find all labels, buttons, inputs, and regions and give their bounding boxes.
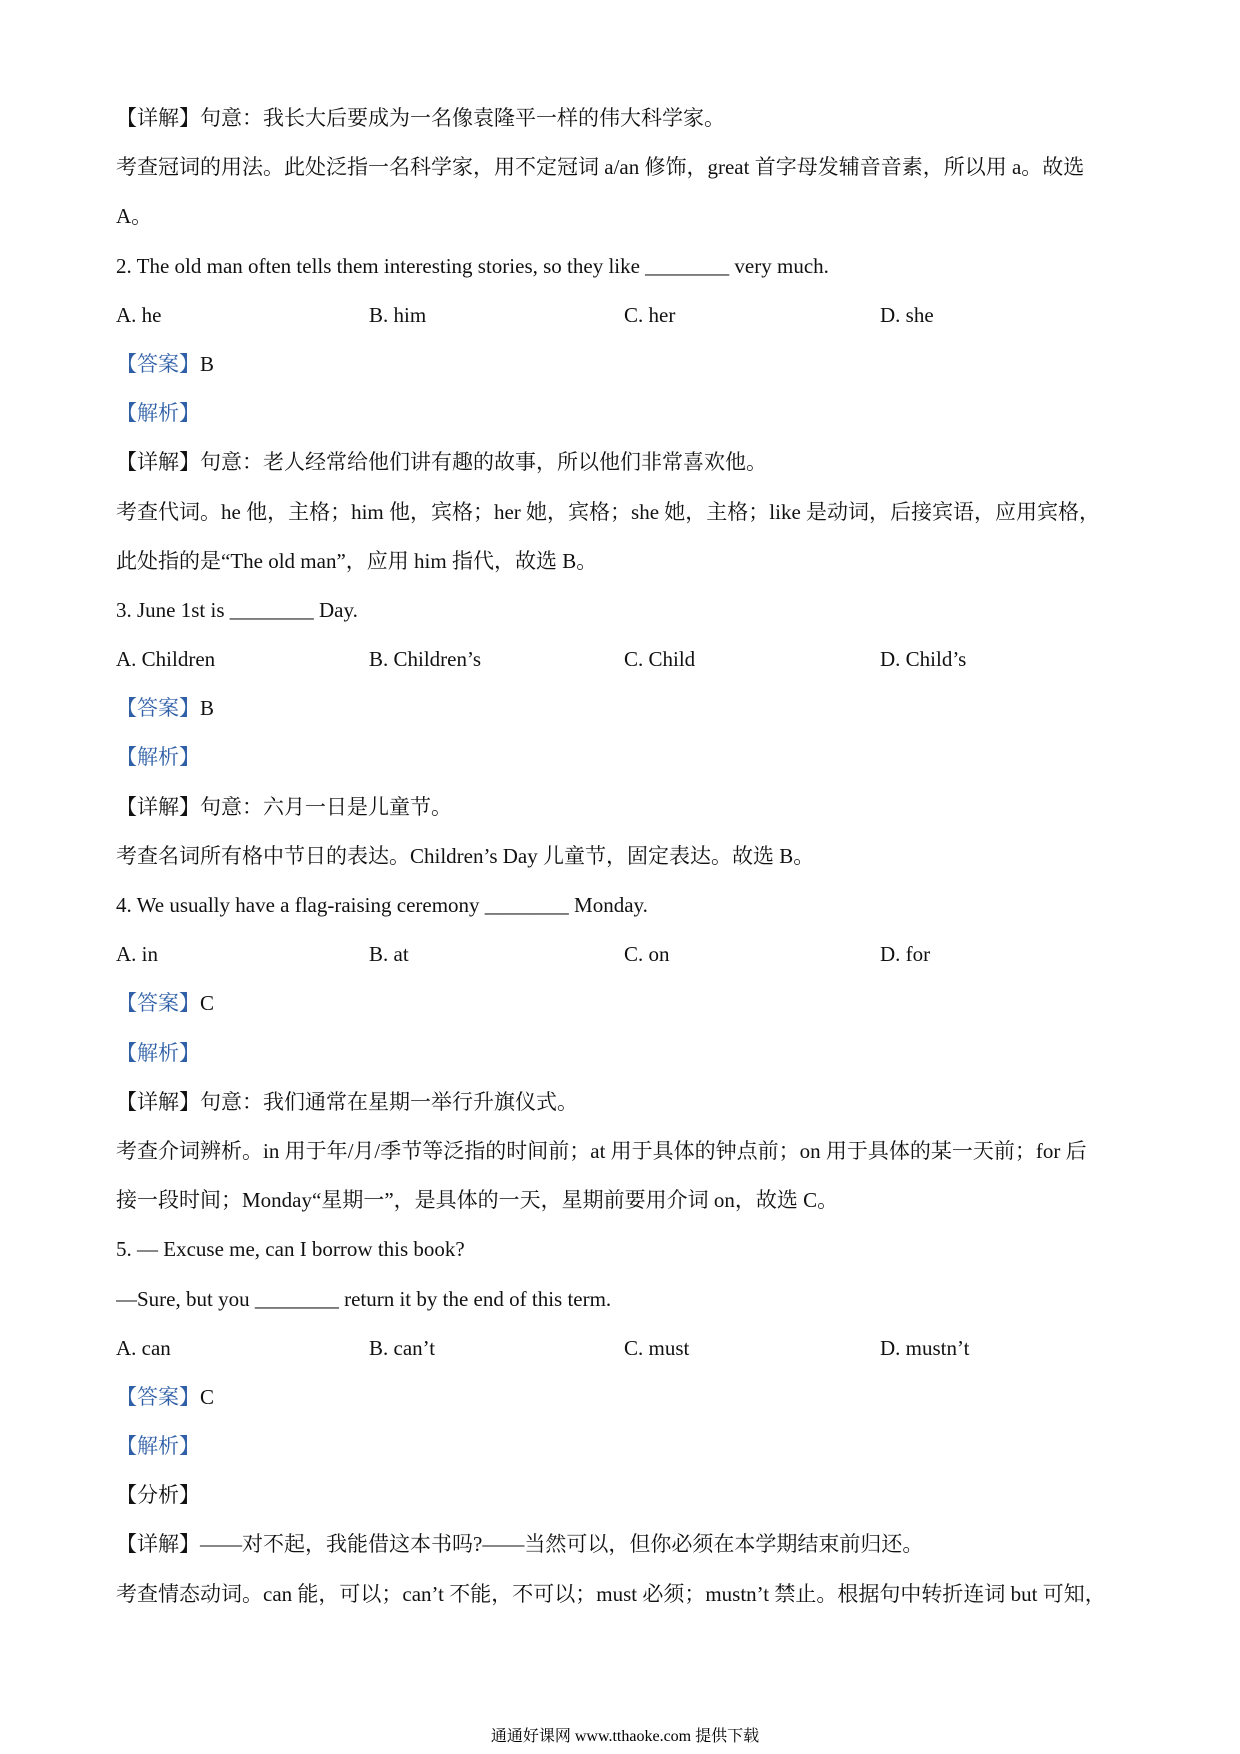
document-body bbox=[116, 94, 1206, 1619]
explanation-line: 考查介词辨析。in 用于年/月/季节等泛指的时间前；at 用于具体的钟点前；on 用于具体的某一天前；for 后 bbox=[116, 1138, 1087, 1163]
detail-label: 【详解】 bbox=[116, 1532, 200, 1557]
explanation-line: 考查名词所有格中节日的表达。Children’s Day 儿童节，固定表达。故选 B。 bbox=[116, 843, 815, 868]
options-row bbox=[116, 291, 1206, 340]
answer-value: C bbox=[200, 991, 215, 1016]
answer-value: B bbox=[200, 351, 215, 376]
detail-line bbox=[116, 783, 1206, 832]
detail-line bbox=[116, 94, 1206, 143]
answer-value: B bbox=[200, 696, 215, 721]
detail-line bbox=[116, 1078, 1206, 1127]
analysis-label: 【解析】 bbox=[116, 745, 200, 770]
analysis-label: 【解析】 bbox=[116, 1040, 200, 1065]
page-footer: 通通好课网 www.tthaoke.com 提供下载 bbox=[490, 1728, 760, 1745]
answer-line bbox=[116, 340, 1206, 389]
option-a: A. Children bbox=[116, 647, 216, 672]
detail-line bbox=[116, 438, 1206, 487]
option-b: B. him bbox=[369, 302, 427, 327]
question-stem: 4. We usually have a flag-raising ceremony ________ Monday. bbox=[116, 893, 648, 917]
detail-text: ——对不起，我能借这本书吗?——当然可以，但你必须在本学期结束前归还。 bbox=[200, 1532, 924, 1557]
fenxi-line bbox=[116, 1471, 1206, 1520]
answer-label: 【答案】 bbox=[116, 351, 200, 376]
detail-label: 【详解】 bbox=[116, 106, 200, 130]
answer-line bbox=[116, 979, 1206, 1028]
option-d: D. for bbox=[880, 942, 931, 967]
option-d: D. mustn’t bbox=[880, 1335, 970, 1360]
question-stem: 2. The old man often tells them interesting stories, so they like ________ very much. bbox=[116, 253, 829, 278]
option-d: D. Child’s bbox=[880, 647, 967, 672]
option-c: C. her bbox=[624, 302, 676, 327]
analysis-label: 【解析】 bbox=[116, 401, 200, 426]
detail-text: 句意：老人经常给他们讲有趣的故事，所以他们非常喜欢他。 bbox=[200, 450, 767, 475]
answer-line bbox=[116, 1373, 1206, 1422]
option-a: A. he bbox=[116, 302, 162, 327]
option-c: C. on bbox=[624, 942, 670, 967]
option-a: A. can bbox=[116, 1335, 171, 1360]
analysis-line bbox=[116, 389, 1206, 438]
analysis-line bbox=[116, 1029, 1206, 1078]
explanation-line: 此处指的是“The old man”，应用 him 指代，故选 B。 bbox=[116, 548, 598, 573]
detail-line bbox=[116, 1520, 1206, 1569]
answer-label: 【答案】 bbox=[116, 696, 200, 721]
detail-label: 【详解】 bbox=[116, 1089, 200, 1114]
analysis-label: 【解析】 bbox=[116, 1434, 200, 1459]
answer-value: C bbox=[200, 1384, 215, 1409]
options-row bbox=[116, 930, 1206, 979]
options-row bbox=[116, 1324, 1206, 1373]
detail-text: 句意：六月一日是儿童节。 bbox=[200, 794, 452, 819]
option-c: C. must bbox=[624, 1335, 690, 1360]
explanation-line: 考查情态动词。can 能，可以；can’t 不能，不可以；must 必须；mustn’t 禁止。根据句中转折连词 but 可知， bbox=[116, 1581, 1106, 1606]
option-a: A. in bbox=[116, 942, 158, 967]
answer-label: 【答案】 bbox=[116, 1384, 200, 1409]
option-b: B. Children’s bbox=[369, 647, 482, 672]
analysis-line bbox=[116, 733, 1206, 782]
question-stem: 3. June 1st is ________ Day. bbox=[116, 597, 358, 622]
answer-label: 【答案】 bbox=[116, 991, 200, 1016]
detail-text: 句意：我长大后要成为一名像袁隆平一样的伟大科学家。 bbox=[200, 106, 725, 130]
fenxi-label: 【分析】 bbox=[116, 1483, 200, 1508]
question-stem: —Sure, but you ________ return it by the end of this term. bbox=[116, 1286, 612, 1311]
analysis-line bbox=[116, 1422, 1206, 1471]
detail-label: 【详解】 bbox=[116, 450, 200, 475]
option-c: C. Child bbox=[624, 647, 696, 672]
question-stem: 5. — Excuse me, can I borrow this book? bbox=[116, 1237, 465, 1262]
detail-text: 句意：我们通常在星期一举行升旗仪式。 bbox=[200, 1089, 578, 1114]
explanation-line: 接一段时间；Monday“星期一”，是具体的一天，星期前要用介词 on，故选 C。 bbox=[116, 1188, 839, 1213]
answer-line bbox=[116, 684, 1206, 733]
explanation-line: 考查代词。he 他，主格；him 他，宾格；her 她，宾格；she 她，主格；like 是动词，后接宾语，应用宾格， bbox=[116, 499, 1101, 524]
options-row bbox=[116, 635, 1206, 684]
explanation-line: A。 bbox=[116, 204, 153, 229]
option-b: B. can’t bbox=[369, 1335, 436, 1360]
option-b: B. at bbox=[369, 942, 409, 967]
detail-label: 【详解】 bbox=[116, 794, 200, 819]
option-d: D. she bbox=[880, 302, 934, 327]
explanation-line: 考查冠词的用法。此处泛指一名科学家，用不定冠词 a/an 修饰，great 首字母发辅音音素，所以用 a。故选 bbox=[116, 155, 1085, 180]
